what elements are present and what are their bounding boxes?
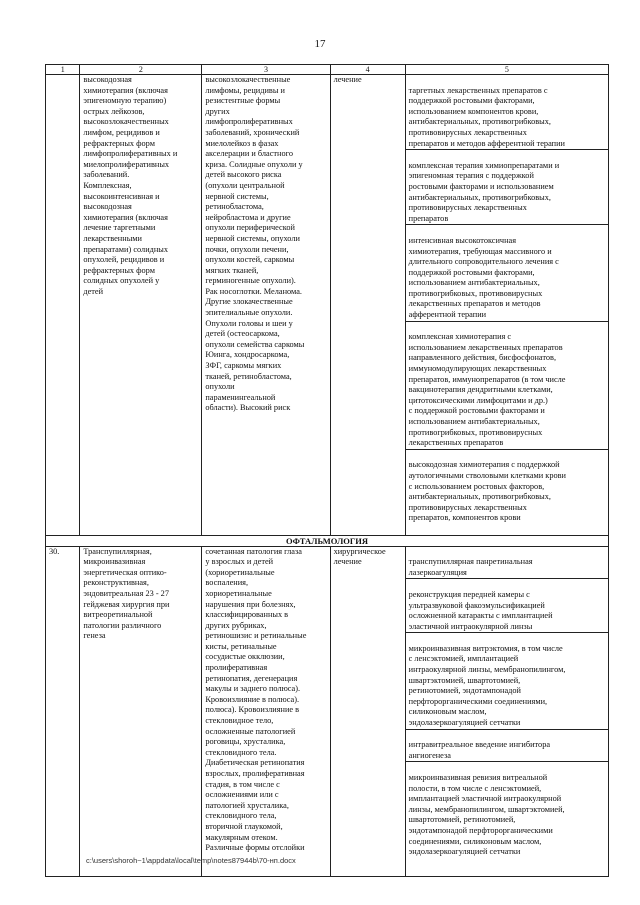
method-item: микроинвазивная витрэктомия, в том числе с ленсэктомией, имплантацией интраокулярной линзы, мембранопилингом, швартэктомией, швартотомией, ретинотомией, эндотампонадой перфторорганическими соединениями, силиконовым маслом, эндолазеркоагуляцией сетчатки bbox=[406, 644, 608, 730]
section-title: ОФТАЛЬМОЛОГИЯ bbox=[46, 535, 609, 546]
diagnosis-cell: сочетанная патология глаза у взрослых и детей (хориоретинальные воспаления, хориоретинальные нарушения при болезнях, классифицированных в других рубриках, ретиношизис и ретинальные кисты, ретинальные сосудистые окклюзии, пролиферативная ретинопатия, дегенерация макулы и заднего полюса). Кровоизлияние в полюса). полюса). Кровоизлияние в стекловидное тело, осложненные патологией роговицы, хрусталика, стекловидного тела. Диабетическая ретинопатия взрослых, пролиферативная стадия, в том числе с осложнениями или с патологией хрусталика, стекловидного тела, вторичной глаукомой, макулярным отеком. Различные формы отслойки bbox=[202, 546, 330, 876]
treatment-name-cell: Транспупиллярная, микроинвазивная энергетическая оптико- реконструктивная, эндовитреальная 23 - 27 гейджевая хирургия при витреоретинальной патологии различного генеза bbox=[80, 546, 202, 876]
treatment-name-cell: высокодозная химиотерапия (включая эпигеномную терапию) острых лейкозов, высокозлокачественных лимфом, рецидивов и рефрактерных форм лимфопролиферативных и миелопролиферативных заболеваний. Комплексная, высокоинтенсивная и высокодозная химиотерапия (включая лечение таргетными лекарственными препаратами) солидных опухолей, рецидивов и рефрактерных форм солидных опухолей у детей bbox=[80, 75, 202, 536]
method-item: высокодозная химиотерапия с поддержкой аутологичными стволовыми клетками крови с использованием ростовых факторов, антибактериальных, противогрибковых, противовирусных лекарственных препаратов, компонентов крови bbox=[408, 460, 566, 523]
procedures-table bbox=[45, 64, 609, 877]
method-item: микроинвазивная ревизия витреальной полости, в том числе с ленсэктомией, имплантацией эластичной интраокулярной линзы, мембранопилингом, швартэктомией, швартотомией, ретинотомией, эндотампонадой перфторорганическими соединениями, силиконовым маслом, эндолазеркоагуляцией сетчатки bbox=[408, 773, 565, 857]
column-number: 4 bbox=[330, 65, 405, 75]
method-item: таргетных лекарственных препаратов с поддержкой ростовыми факторами, использованием компонентов крови, антибактериальных, противогрибковых, противовирусных лекарственных препаратов и методов афферентной терапии bbox=[406, 86, 608, 151]
column-number: 2 bbox=[80, 65, 202, 75]
column-number: 3 bbox=[202, 65, 330, 75]
row-number-cell bbox=[46, 75, 80, 536]
methods-cell bbox=[405, 546, 608, 876]
method-item: транспупиллярная панретинальная лазеркоагуляция bbox=[406, 557, 608, 579]
column-number: 1 bbox=[46, 65, 80, 75]
row-number-cell: 30. bbox=[46, 546, 80, 876]
methods-cell bbox=[405, 75, 608, 536]
method-item: реконструкция передней камеры с ультразвуковой факоэмульсификацией осложненной катаракты с имплантацией эластичной интраокулярной линзы bbox=[406, 590, 608, 633]
diagnosis-cell: высокозлокачественные лимфомы, рецидивы и резистентные формы других лимфопролиферативных заболеваний, хронический миелолейкоз в фазах акселерации и бластного криза. Солидные опухоли у детей высокого риска (опухоли центральной нервной системы, ретинобластома, нейробластома и другие опухоли периферической нервной системы, опухоли почки, опухоли печени, опухоли костей, саркомы мягких тканей, герминогенные опухоли). Рак носоглотки. Меланома. Другие злокачественные эпителиальные опухоли. Опухоли головы и шеи у детей (остеосаркома, опухоли семейства саркомы Юинга, хондросаркома, ЗФГ, саркомы мягких тканей, ретинобластома, опухоли параменингеальной области). Высокий риск bbox=[202, 75, 330, 536]
column-number: 5 bbox=[405, 65, 608, 75]
method-item: комплексная терапия химиопрепаратами и эпигеномная терапия с поддержкой ростовыми факторами и использованием антибактериальных, противогрибковых, противовирусных лекарственных препаратов bbox=[406, 161, 608, 226]
page-number: 17 bbox=[314, 38, 326, 50]
table-row bbox=[46, 75, 609, 536]
section-row bbox=[46, 535, 609, 546]
table-row bbox=[46, 546, 609, 876]
table-header-row bbox=[46, 65, 609, 75]
method-item: комплексная химиотерапия с использованием лекарственных препаратов направленного действия, бисфосфонатов, иммуномодулирующих лекарственных препаратов, иммунопрепаратов (в том числе вакцинотерапия дендритными клетками, цитотоксическими лимфоцитами и др.) с поддержкой ростовыми факторами и использованием антибактериальных, противогрибковых, противовирусных лекарственных препаратов bbox=[406, 332, 608, 450]
treatment-type-cell: хирургическое лечение bbox=[330, 546, 405, 876]
treatment-type-cell: лечение bbox=[330, 75, 405, 536]
method-item: интравитреальное введение ингибитора ангиогенеза bbox=[406, 740, 608, 762]
file-path-footer: c:\users\shoroh~1\appdata\local\temp\notes87944b\70-нп.docx bbox=[86, 856, 296, 865]
method-item: интенсивная высокотоксичная химиотерапия, требующая массивного и длительного сопроводительного лечения с поддержкой ростовыми факторами, использованием антибактериальных, противогрибковых, противовирусных лекарственных препаратов и методов афферентной терапии bbox=[406, 236, 608, 322]
